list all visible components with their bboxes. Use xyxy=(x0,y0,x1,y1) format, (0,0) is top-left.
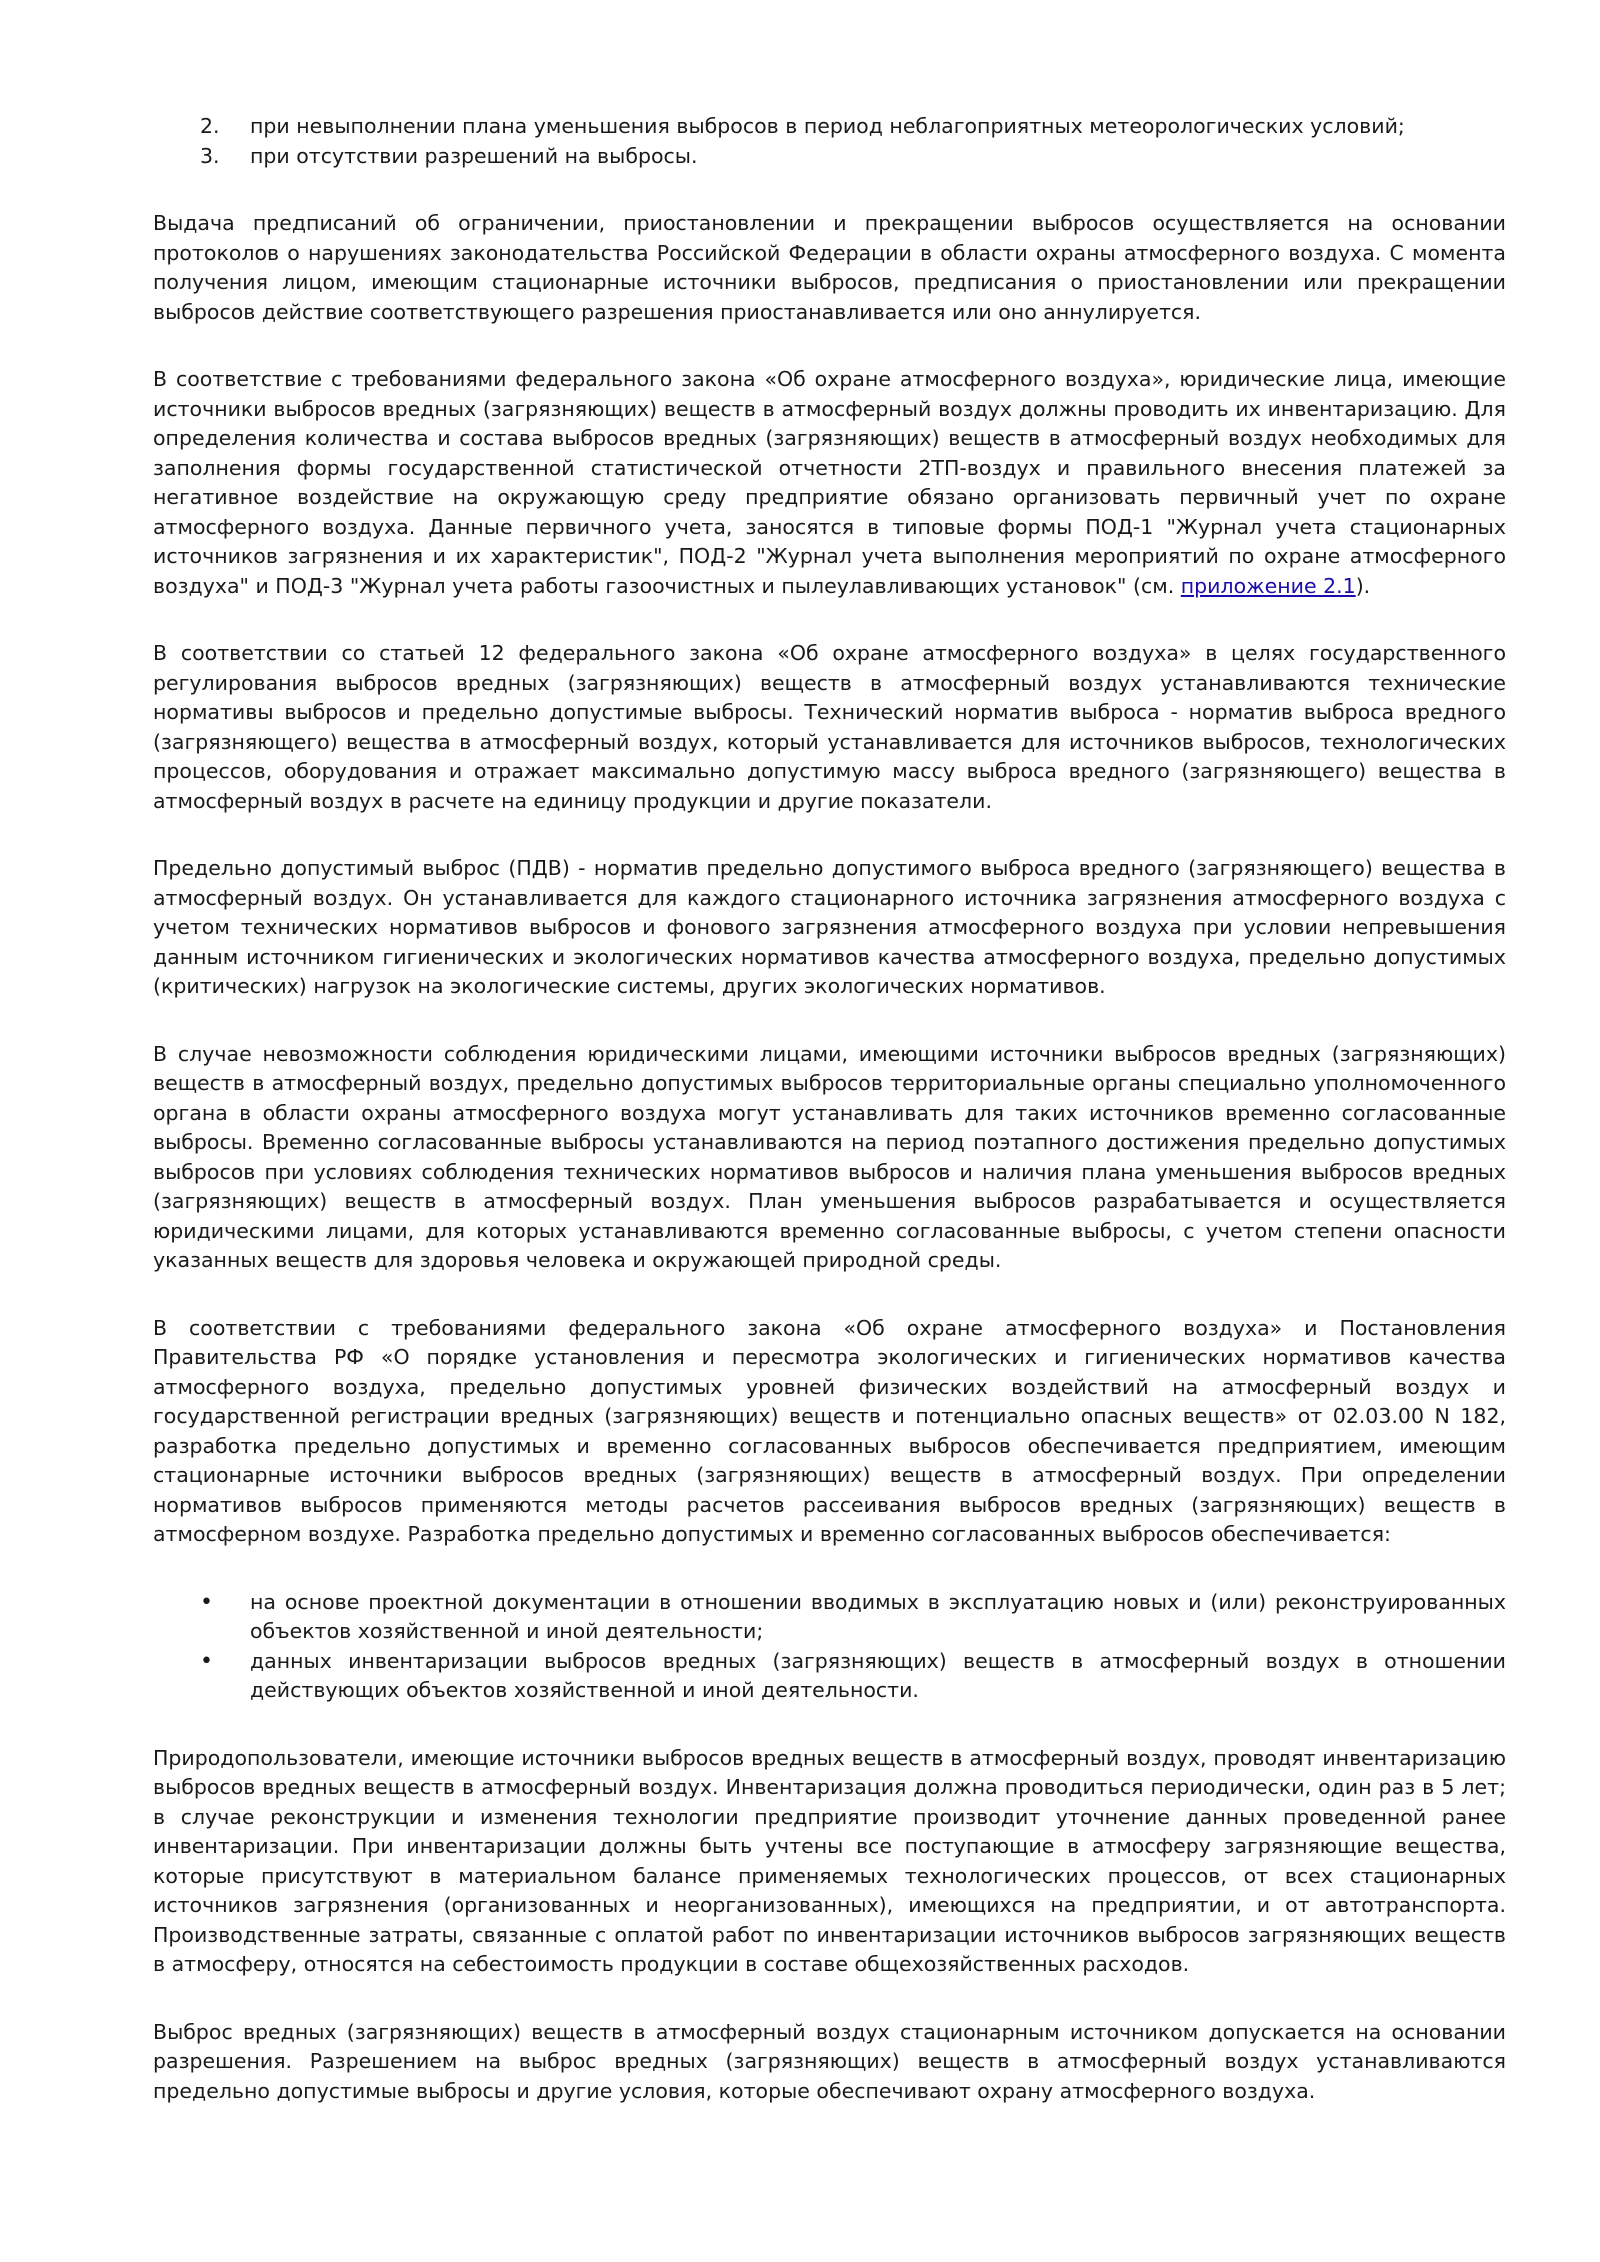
list-item-text: на основе проектной документации в отношении вводимых в эксплуатацию новых и (или) реконструированных объектов хозяйственной и иной деятельности; xyxy=(250,1589,1506,1643)
bullet-list xyxy=(153,1588,1506,1706)
paragraph-technical-standards: В соответствии со статьей 12 федерального закона «Об охране атмосферного воздуха» в целях государственного регулирования выбросов вредных (загрязняющих) веществ в атмосферный воздух устанавливаются технические нормативы выбросов и предельно допустимые выбросы. Технический норматив выброса - норматив выброса вредного (загрязняющего) вещества в атмосферный воздух, который устанавливается для источников выбросов, технологических процессов, оборудования и отражает максимально допустимую массу выброса вредного (загрязняющего) вещества в атмосферный воздух в расчете на единицу продукции и другие показатели. xyxy=(153,641,1506,813)
list-item xyxy=(153,1588,1506,1647)
numbered-list xyxy=(153,112,1506,171)
list-item xyxy=(153,112,1506,142)
paragraph-inventory-requirements xyxy=(153,365,1506,601)
appendix-link[interactable]: приложение 2.1 xyxy=(1180,573,1356,598)
bullet-icon: • xyxy=(200,1589,213,1615)
list-item-text: данных инвентаризации выбросов вредных (загрязняющих) веществ в атмосферный воздух в отношении действующих объектов хозяйственной и иной деятельности. xyxy=(250,1648,1506,1702)
paragraph-development: В соответствии с требованиями федерального закона «Об охране атмосферного воздуха» и Постановления Правительства РФ «О порядке установления и пересмотра экологических и гигиенических нормативов качества атмосферного воздуха, предельно допустимых уровней физических воздействий на атмосферный воздух и государственной регистрации вредных (загрязняющих) веществ и потенциально опасных веществ» от 02.03.00 N 182, разработка предельно допустимых и временно согласованных выбросов обеспечивается предприятием, имеющим стационарные источники выбросов вредных (загрязняющих) веществ в атмосферный воздух. При определении нормативов выбросов применяются методы расчетов рассеивания выбросов вредных (загрязняющих) веществ в атмосферном воздухе. Разработка предельно допустимых и временно согласованных выбросов обеспечивается: xyxy=(153,1315,1506,1546)
bullet-icon: • xyxy=(200,1648,213,1674)
paragraph-text-end: ). xyxy=(1355,573,1371,598)
paragraph-prescriptions: Выдача предписаний об ограничении, приостановлении и прекращении выбросов осуществляется на основании протоколов о нарушениях законодательства Российской Федерации в области охраны атмосферного воздуха. С момента получения лицом, имеющим стационарные источники выбросов, предписания о приостановлении или прекращении выбросов действие соответствующего разрешения приостанавливается или оно аннулируется. xyxy=(153,211,1506,324)
paragraph-temporary-emissions: В случае невозможности соблюдения юридическими лицами, имеющими источники выбросов вредных (загрязняющих) веществ в атмосферный воздух, предельно допустимых выбросов территориальные органы специально уполномоченного органа в области охраны атмосферного воздуха могут устанавливать для таких источников временно согласованные выбросы. Временно согласованные выбросы устанавливаются на период поэтапного достижения предельно допустимых выбросов при условиях соблюдения технических нормативов выбросов и наличия плана уменьшения выбросов вредных (загрязняющих) веществ в атмосферный воздух. План уменьшения выбросов разрабатывается и осуществляется юридическими лицами, для которых устанавливаются временно согласованные выбросы, с учетом степени опасности указанных веществ для здоровья человека и окружающей природной среды. xyxy=(153,1041,1506,1272)
paragraph-permit: Выброс вредных (загрязняющих) веществ в атмосферный воздух стационарным источником допускается на основании разрешения. Разрешением на выброс вредных (загрязняющих) веществ в атмосферный воздух устанавливаются предельно допустимые выбросы и другие условия, которые обеспечивают охрану атмосферного воздуха. xyxy=(153,2019,1506,2103)
list-item-text: при невыполнении плана уменьшения выбросов в период неблагоприятных метеорологических условий; xyxy=(250,114,1405,138)
list-item xyxy=(153,142,1506,172)
list-number: 2. xyxy=(200,114,220,138)
list-number: 3. xyxy=(200,143,220,168)
list-item-text: при отсутствии разрешений на выбросы. xyxy=(250,143,698,168)
paragraph-pdv: Предельно допустимый выброс (ПДВ) - норматив предельно допустимого выброса вредного (загрязняющего) вещества в атмосферный воздух. Он устанавливается для каждого стационарного источника загрязнения атмосферного воздуха с учетом технических нормативов выбросов и фонового загрязнения атмосферного воздуха при условии непревышения данным источником гигиенических и экологических нормативов качества атмосферного воздуха, предельно допустимых (критических) нагрузок на экологические системы, других экологических нормативов. xyxy=(153,856,1506,998)
paragraph-inventory-process: Природопользователи, имеющие источники выбросов вредных веществ в атмосферный воздух, проводят инвентаризацию выбросов вредных веществ в атмосферный воздух. Инвентаризация должна проводиться периодически, один раз в 5 лет; в случае реконструкции и изменения технологии предприятие производит уточнение данных проведенной ранее инвентаризации. При инвентаризации должны быть учтены все поступающие в атмосферу загрязняющие вещества, которые присутствуют в материальном балансе применяемых технологических процессов, от всех стационарных источников загрязнения (организованных и неорганизованных), имеющихся на предприятии, и от автотранспорта. Производственные затраты, связанные с оплатой работ по инвентаризации источников выбросов загрязняющих веществ в атмосферу, относятся на себестоимость продукции в составе общехозяйственных расходов. xyxy=(153,1745,1506,1976)
paragraph-text: В соответствие с требованиями федерального закона «Об охране атмосферного воздуха», юридические лица, имеющие источники выбросов вредных (загрязняющих) веществ в атмосферный воздух должны проводить их инвентаризацию. Для определения количества и состава выбросов вредных (загрязняющих) веществ в атмосферный воздух необходимых для заполнения формы государственной статистической отчетности 2ТП-воздух и правильного внесения платежей за негативное воздействие на окружающую среду предприятие обязано организовать первичный учет по охране атмосферного воздуха. Данные первичного учета, заносятся в типовые формы ПОД-1 "Журнал учета стационарных источников загрязнения и их характеристик", ПОД-2 "Журнал учета выполнения мероприятий по охране атмосферного воздуха" и ПОД-3 "Журнал учета работы газоочистных и пылеулавливающих установок" (см. xyxy=(153,367,1506,598)
list-item xyxy=(153,1647,1506,1706)
